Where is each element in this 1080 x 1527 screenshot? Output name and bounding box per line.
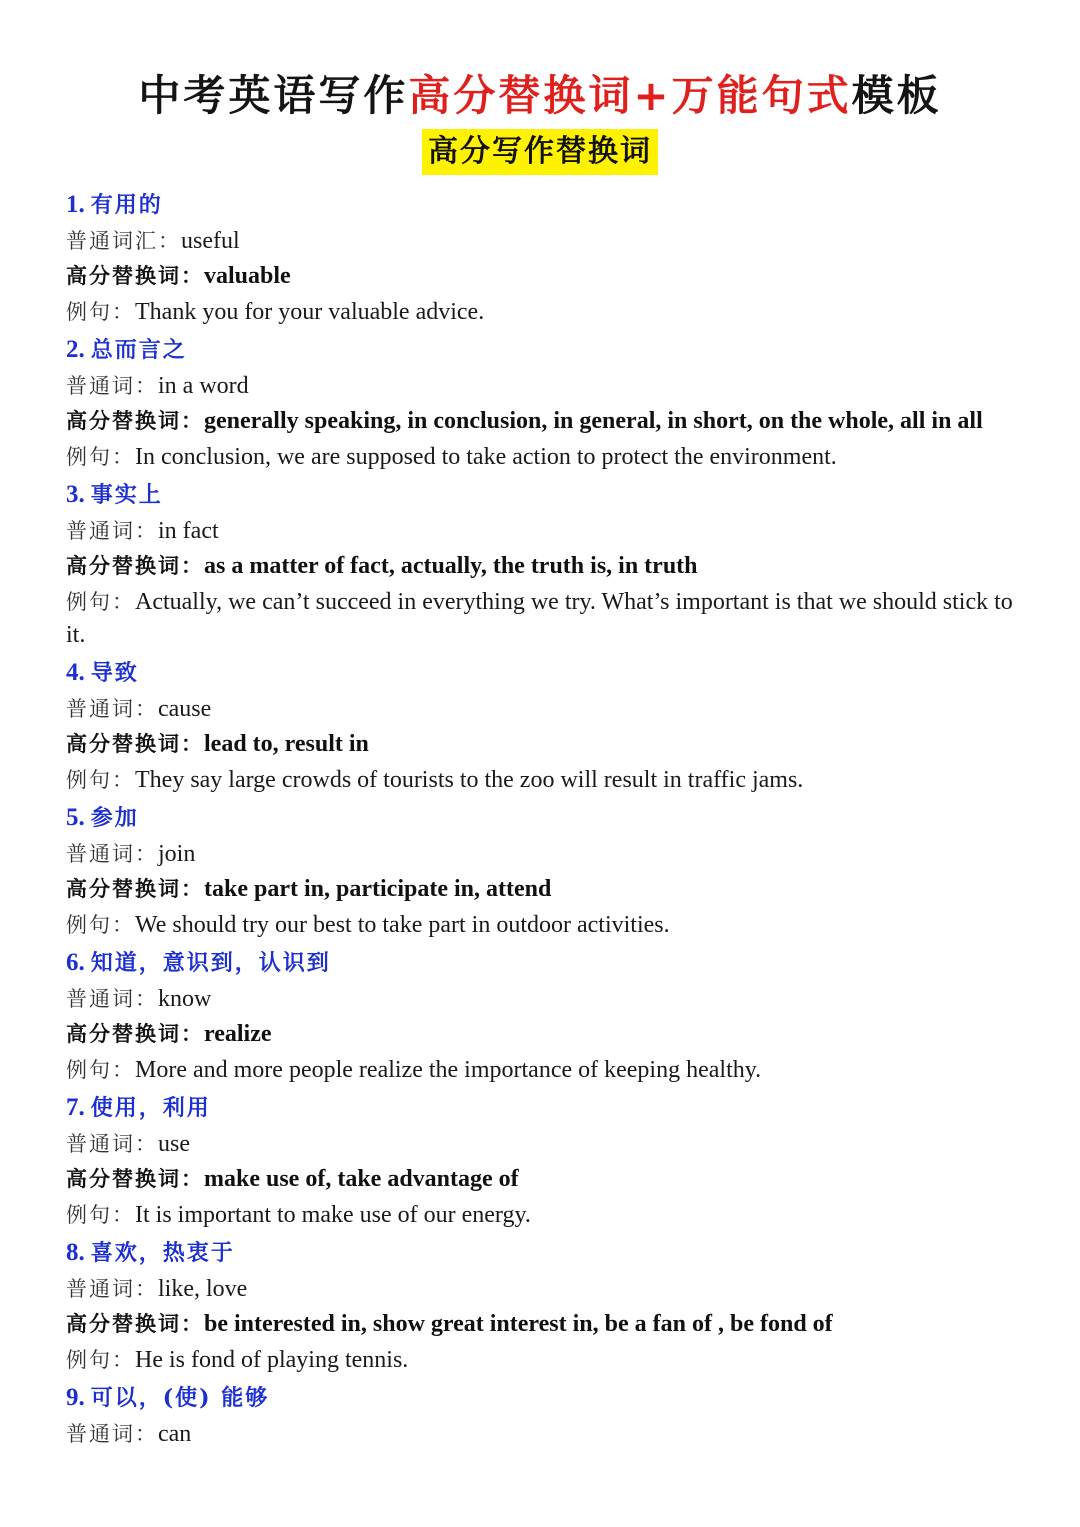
- common-word-label: 普通词汇：: [66, 229, 181, 253]
- example-label: 例句：: [66, 1348, 135, 1372]
- common-word-line: [66, 1126, 1014, 1162]
- advanced-words-label: 高分替换词：: [66, 408, 204, 433]
- advanced-words-line: [66, 727, 1014, 764]
- common-word-value: can: [158, 1421, 192, 1447]
- example-sentence: More and more people realize the importance of keeping healthy.: [135, 1057, 762, 1083]
- common-word-value: in a word: [158, 373, 249, 399]
- entry-4: [66, 655, 1014, 800]
- example-sentence: It is important to make use of our energy.: [135, 1202, 531, 1228]
- example-sentence: He is fond of playing tennis.: [135, 1347, 409, 1373]
- example-label: 例句：: [66, 913, 135, 937]
- common-word-line: [66, 691, 1014, 727]
- entry-heading: [66, 655, 1014, 691]
- title-part-2-highlight: 高分替换词+万能句式: [408, 71, 852, 120]
- example-sentence-line: [66, 909, 1014, 945]
- example-sentence: Actually, we can’t succeed in everything we try. What’s important is that we should stick to it.: [66, 589, 1013, 648]
- common-word-label: 普通词：: [66, 842, 158, 866]
- title-part-3: 模板: [851, 71, 942, 120]
- title-part-1: 中考英语写作: [138, 71, 409, 120]
- entry-heading: [66, 1090, 1014, 1126]
- common-word-line: [66, 368, 1014, 404]
- entry-number: 9.: [66, 1384, 85, 1411]
- common-word-label: 普通词：: [66, 519, 158, 543]
- entry-meaning: 使用，利用: [90, 1095, 211, 1121]
- entry-heading: [66, 800, 1014, 836]
- common-word-label: 普通词：: [66, 987, 158, 1011]
- example-label: 例句：: [66, 300, 135, 324]
- advanced-words-label: 高分替换词：: [66, 1166, 204, 1191]
- example-sentence-line: [66, 296, 1014, 332]
- advanced-words-line: [66, 1307, 1014, 1344]
- advanced-words-line: [66, 872, 1014, 909]
- common-word-label: 普通词：: [66, 374, 158, 398]
- example-sentence: Thank you for your valuable advice.: [135, 299, 485, 325]
- example-label: 例句：: [66, 1058, 135, 1082]
- example-sentence: We should try our best to take part in outdoor activities.: [135, 912, 670, 938]
- advanced-words-line: [66, 1017, 1014, 1054]
- example-sentence: They say large crowds of tourists to the zoo will result in traffic jams.: [135, 767, 804, 793]
- entry-number: 3.: [66, 481, 85, 508]
- advanced-words-line: [66, 404, 1014, 441]
- entry-meaning: 知道，意识到，认识到: [90, 950, 331, 976]
- example-label: 例句：: [66, 1203, 135, 1227]
- common-word-value: know: [158, 986, 212, 1012]
- entry-3: [66, 477, 1014, 655]
- entry-7: [66, 1090, 1014, 1235]
- common-word-value: cause: [158, 696, 212, 722]
- advanced-words-line: [66, 549, 1014, 586]
- advanced-words-value: make use of, take advantage of: [204, 1166, 519, 1192]
- common-word-line: [66, 981, 1014, 1017]
- entry-number: 5.: [66, 804, 85, 831]
- advanced-words-line: [66, 259, 1014, 296]
- entry-number: 4.: [66, 659, 85, 686]
- example-sentence-line: [66, 1344, 1014, 1380]
- advanced-words-value: as a matter of fact, actually, the truth is, in truth: [204, 553, 698, 579]
- advanced-words-value: realize: [204, 1021, 272, 1047]
- entry-2: [66, 332, 1014, 477]
- common-word-value: like, love: [158, 1276, 248, 1302]
- common-word-line: [66, 1416, 1014, 1452]
- advanced-words-label: 高分替换词：: [66, 1021, 204, 1046]
- advanced-words-value: valuable: [204, 263, 291, 289]
- example-sentence-line: [66, 1054, 1014, 1090]
- advanced-words-label: 高分替换词：: [66, 553, 204, 578]
- entry-8: [66, 1235, 1014, 1380]
- entry-5: [66, 800, 1014, 945]
- advanced-words-value: take part in, participate in, attend: [204, 876, 552, 902]
- advanced-words-value: lead to, result in: [204, 731, 369, 757]
- entry-meaning: 总而言之: [90, 337, 187, 363]
- entry-1: [66, 187, 1014, 332]
- common-word-value: use: [158, 1131, 190, 1157]
- entry-number: 2.: [66, 336, 85, 363]
- entry-number: 8.: [66, 1239, 85, 1266]
- example-sentence: In conclusion, we are supposed to take action to protect the environment.: [135, 444, 837, 470]
- common-word-value: useful: [181, 228, 240, 254]
- advanced-words-line: [66, 1162, 1014, 1199]
- entry-9: [66, 1380, 1014, 1452]
- entry-meaning: 可以，(使) 能够: [90, 1385, 270, 1411]
- example-label: 例句：: [66, 590, 135, 614]
- entry-list: [66, 187, 1014, 1452]
- entry-meaning: 导致: [90, 660, 139, 686]
- advanced-words-label: 高分替换词：: [66, 731, 204, 756]
- subtitle-highlighted: 高分写作替换词: [422, 129, 658, 175]
- advanced-words-label: 高分替换词：: [66, 1311, 204, 1336]
- entry-heading: [66, 1235, 1014, 1271]
- common-word-line: [66, 223, 1014, 259]
- example-sentence-line: [66, 764, 1014, 800]
- example-sentence-line: [66, 1199, 1014, 1235]
- entry-meaning: 有用的: [90, 192, 163, 218]
- entry-heading: [66, 1380, 1014, 1416]
- example-label: 例句：: [66, 445, 135, 469]
- entry-number: 6.: [66, 949, 85, 976]
- entry-heading: [66, 945, 1014, 981]
- common-word-label: 普通词：: [66, 1277, 158, 1301]
- example-sentence-line: [66, 586, 1014, 655]
- entry-heading: [66, 477, 1014, 513]
- page-title: [66, 0, 1014, 122]
- entry-heading: [66, 187, 1014, 223]
- entry-number: 1.: [66, 191, 85, 218]
- example-label: 例句：: [66, 768, 135, 792]
- common-word-value: join: [158, 841, 196, 867]
- common-word-label: 普通词：: [66, 1132, 158, 1156]
- entry-meaning: 喜欢，热衷于: [90, 1240, 235, 1266]
- common-word-label: 普通词：: [66, 1422, 158, 1446]
- example-sentence-line: [66, 441, 1014, 477]
- common-word-label: 普通词：: [66, 697, 158, 721]
- entry-meaning: 参加: [90, 805, 139, 831]
- advanced-words-label: 高分替换词：: [66, 876, 204, 901]
- entry-meaning: 事实上: [90, 482, 163, 508]
- common-word-line: [66, 1271, 1014, 1307]
- subtitle-wrap: [66, 129, 1014, 177]
- advanced-words-value: generally speaking, in conclusion, in general, in short, on the whole, all in all: [204, 408, 983, 434]
- entry-number: 7.: [66, 1094, 85, 1121]
- common-word-line: [66, 836, 1014, 872]
- common-word-value: in fact: [158, 518, 219, 544]
- advanced-words-label: 高分替换词：: [66, 263, 204, 288]
- entry-heading: [66, 332, 1014, 368]
- entry-6: [66, 945, 1014, 1090]
- advanced-words-value: be interested in, show great interest in, be a fan of , be fond of: [204, 1311, 833, 1337]
- common-word-line: [66, 513, 1014, 549]
